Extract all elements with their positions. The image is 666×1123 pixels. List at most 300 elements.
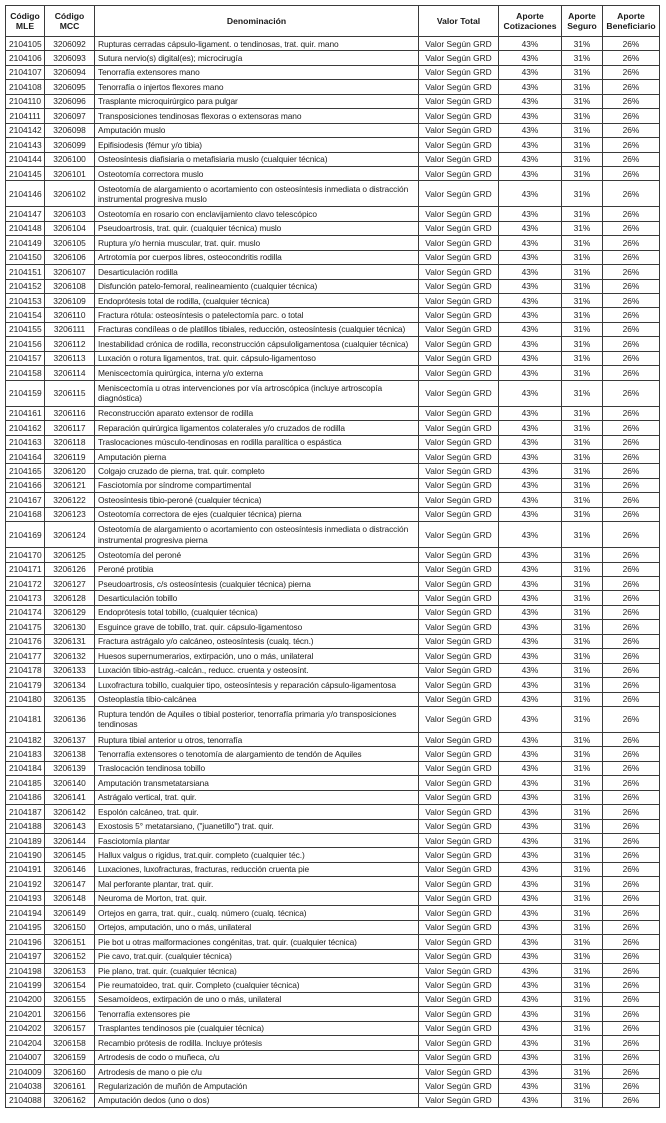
cell-valor-total: Valor Según GRD [419,862,499,876]
cell-valor-total: Valor Según GRD [419,152,499,166]
cell-aporte-seguro: 31% [562,877,603,891]
cell-denominacion: Desarticulación tobillo [95,591,419,605]
cell-valor-total: Valor Según GRD [419,877,499,891]
cell-denominacion: Rupturas cerradas cápsulo-ligament. o tendinosas, trat. quir. mano [95,37,419,51]
cell-valor-total: Valor Según GRD [419,1093,499,1107]
cell-codigo-mle: 2104180 [6,692,45,706]
cell-valor-total: Valor Según GRD [419,250,499,264]
cell-denominacion: Ruptura tibial anterior u otros, tenorrafía [95,732,419,746]
cell-aporte-cotizaciones: 43% [499,1021,562,1035]
cell-codigo-mcc: 3206133 [45,663,95,677]
cell-denominacion: Osteotomía de alargamiento o acortamiento con osteosíntesis inmediata o distracción instrumental progresiva muslo [95,181,419,207]
cell-denominacion: Luxación o rotura ligamentos, trat. quir. cápsulo-ligamentoso [95,351,419,365]
cell-aporte-cotizaciones: 43% [499,891,562,905]
cell-denominacion: Tenorrafía o injertos flexores mano [95,80,419,94]
cell-aporte-seguro: 31% [562,790,603,804]
cell-aporte-seguro: 31% [562,1065,603,1079]
cell-aporte-cotizaciones: 43% [499,80,562,94]
cell-denominacion: Luxofractura tobillo, cualquier tipo, osteosíntesis y reparación cápsulo-ligamentosa [95,678,419,692]
cell-codigo-mcc: 3206113 [45,351,95,365]
cell-denominacion: Trasplante microquirúrgico para pulgar [95,94,419,108]
cell-aporte-cotizaciones: 43% [499,265,562,279]
cell-aporte-seguro: 31% [562,732,603,746]
table-row [6,80,660,94]
cell-aporte-beneficiario: 26% [603,221,660,235]
cell-valor-total: Valor Según GRD [419,706,499,732]
cell-denominacion: Fasciotomía plantar [95,834,419,848]
cell-aporte-cotizaciones: 43% [499,138,562,152]
cell-aporte-seguro: 31% [562,265,603,279]
cell-valor-total: Valor Según GRD [419,605,499,619]
cell-aporte-cotizaciones: 43% [499,406,562,420]
cell-valor-total: Valor Según GRD [419,678,499,692]
cell-denominacion: Traslocación tendinosa tobillo [95,761,419,775]
cell-codigo-mcc: 3206134 [45,678,95,692]
cell-aporte-cotizaciones: 43% [499,464,562,478]
cell-valor-total: Valor Según GRD [419,790,499,804]
cell-codigo-mle: 2104194 [6,906,45,920]
cell-codigo-mcc: 3206161 [45,1079,95,1093]
cell-aporte-seguro: 31% [562,51,603,65]
cell-codigo-mcc: 3206153 [45,963,95,977]
table-row [6,94,660,108]
cell-codigo-mcc: 3206112 [45,337,95,351]
cell-codigo-mle: 2104193 [6,891,45,905]
cell-codigo-mle: 2104110 [6,94,45,108]
cell-codigo-mcc: 3206155 [45,992,95,1006]
cell-aporte-cotizaciones: 43% [499,435,562,449]
cell-aporte-cotizaciones: 43% [499,522,562,548]
cell-valor-total: Valor Según GRD [419,548,499,562]
cell-codigo-mle: 2104107 [6,65,45,79]
table-row [6,963,660,977]
table-row [6,1050,660,1064]
table-row [6,507,660,521]
cell-aporte-seguro: 31% [562,776,603,790]
cell-valor-total: Valor Según GRD [419,166,499,180]
cell-aporte-seguro: 31% [562,1050,603,1064]
cell-denominacion: Pie bot u otras malformaciones congénitas, trat. quir. (cualquier técnica) [95,935,419,949]
cell-aporte-seguro: 31% [562,634,603,648]
table-row [6,265,660,279]
cell-aporte-cotizaciones: 43% [499,706,562,732]
table-row [6,181,660,207]
cell-aporte-seguro: 31% [562,221,603,235]
table-row [6,236,660,250]
cell-codigo-mle: 2104111 [6,109,45,123]
cell-aporte-cotizaciones: 43% [499,634,562,648]
cell-aporte-beneficiario: 26% [603,464,660,478]
cell-denominacion: Astrágalo vertical, trat. quir. [95,790,419,804]
cell-aporte-seguro: 31% [562,920,603,934]
cell-aporte-cotizaciones: 43% [499,294,562,308]
cell-codigo-mle: 2104146 [6,181,45,207]
cell-codigo-mle: 2104148 [6,221,45,235]
cell-denominacion: Regularización de muñón de Amputación [95,1079,419,1093]
cell-valor-total: Valor Según GRD [419,421,499,435]
cell-aporte-seguro: 31% [562,548,603,562]
cell-codigo-mcc: 3206102 [45,181,95,207]
cell-valor-total: Valor Según GRD [419,380,499,406]
cell-aporte-beneficiario: 26% [603,877,660,891]
cell-aporte-seguro: 31% [562,663,603,677]
cell-denominacion: Recambio prótesis de rodilla. Incluye prótesis [95,1036,419,1050]
cell-aporte-cotizaciones: 43% [499,152,562,166]
table-row [6,421,660,435]
cell-aporte-beneficiario: 26% [603,692,660,706]
cell-aporte-seguro: 31% [562,906,603,920]
header-denominacion: Denominación [95,6,419,37]
cell-denominacion: Osteosíntesis tibio-peroné (cualquier técnica) [95,493,419,507]
cell-codigo-mcc: 3206093 [45,51,95,65]
cell-codigo-mcc: 3206158 [45,1036,95,1050]
cell-codigo-mle: 2104199 [6,978,45,992]
cell-codigo-mle: 2104161 [6,406,45,420]
cell-denominacion: Ortejos, amputación, uno o más, unilateral [95,920,419,934]
cell-valor-total: Valor Según GRD [419,906,499,920]
cell-aporte-seguro: 31% [562,181,603,207]
cell-codigo-mcc: 3206137 [45,732,95,746]
cell-codigo-mcc: 3206120 [45,464,95,478]
cell-valor-total: Valor Según GRD [419,891,499,905]
cell-aporte-cotizaciones: 43% [499,1093,562,1107]
cell-denominacion: Osteosíntesis diafisiaria o metafisiaria muslo (cualquier técnica) [95,152,419,166]
cell-denominacion: Osteotomía correctora muslo [95,166,419,180]
cell-aporte-cotizaciones: 43% [499,805,562,819]
cell-aporte-seguro: 31% [562,493,603,507]
table-row [6,692,660,706]
cell-valor-total: Valor Según GRD [419,322,499,336]
cell-aporte-cotizaciones: 43% [499,591,562,605]
cell-codigo-mle: 2104197 [6,949,45,963]
cell-valor-total: Valor Según GRD [419,138,499,152]
cell-codigo-mle: 2104188 [6,819,45,833]
cell-codigo-mle: 2104143 [6,138,45,152]
cell-codigo-mcc: 3206135 [45,692,95,706]
cell-aporte-seguro: 31% [562,406,603,420]
cell-aporte-seguro: 31% [562,891,603,905]
cell-valor-total: Valor Según GRD [419,663,499,677]
cell-aporte-beneficiario: 26% [603,862,660,876]
cell-aporte-cotizaciones: 43% [499,507,562,521]
table-body [6,37,660,1108]
cell-denominacion: Pseudoartrosis, trat. quir. (cualquier técnica) muslo [95,221,419,235]
cell-denominacion: Fracturas condíleas o de platillos tibiales, reducción, osteosíntesis (cualquier técnica) [95,322,419,336]
cell-valor-total: Valor Según GRD [419,978,499,992]
table-row [6,678,660,692]
cell-valor-total: Valor Según GRD [419,123,499,137]
cell-aporte-cotizaciones: 43% [499,949,562,963]
cell-aporte-beneficiario: 26% [603,706,660,732]
cell-valor-total: Valor Según GRD [419,279,499,293]
cell-aporte-cotizaciones: 43% [499,963,562,977]
cell-denominacion: Osteoplastía tibio-calcánea [95,692,419,706]
table-row [6,834,660,848]
table-row [6,761,660,775]
table-row [6,706,660,732]
cell-codigo-mle: 2104184 [6,761,45,775]
cell-aporte-beneficiario: 26% [603,649,660,663]
table-row [6,166,660,180]
cell-aporte-seguro: 31% [562,435,603,449]
cell-valor-total: Valor Según GRD [419,351,499,365]
cell-codigo-mle: 2104195 [6,920,45,934]
table-row [6,51,660,65]
cell-denominacion: Pie reumatoideo, trat. quir. Completo (cualquier técnica) [95,978,419,992]
cell-codigo-mcc: 3206097 [45,109,95,123]
table-row [6,109,660,123]
table-row [6,790,660,804]
cell-valor-total: Valor Según GRD [419,620,499,634]
cell-codigo-mle: 2104179 [6,678,45,692]
cell-denominacion: Huesos supernumerarios, extirpación, uno o más, unilateral [95,649,419,663]
cell-codigo-mcc: 3206128 [45,591,95,605]
cell-aporte-beneficiario: 26% [603,493,660,507]
cell-codigo-mcc: 3206148 [45,891,95,905]
cell-codigo-mcc: 3206110 [45,308,95,322]
cell-denominacion: Ortejos en garra, trat. quir., cualq. número (cualq. técnica) [95,906,419,920]
cell-aporte-seguro: 31% [562,380,603,406]
cell-codigo-mle: 2104169 [6,522,45,548]
cell-valor-total: Valor Según GRD [419,761,499,775]
cell-aporte-cotizaciones: 43% [499,935,562,949]
cell-aporte-cotizaciones: 43% [499,493,562,507]
cell-valor-total: Valor Según GRD [419,464,499,478]
cell-codigo-mle: 2104164 [6,449,45,463]
cell-codigo-mle: 2104201 [6,1007,45,1021]
cell-codigo-mcc: 3206129 [45,605,95,619]
cell-aporte-cotizaciones: 43% [499,920,562,934]
cell-valor-total: Valor Según GRD [419,562,499,576]
cell-aporte-beneficiario: 26% [603,265,660,279]
cell-valor-total: Valor Según GRD [419,819,499,833]
cell-valor-total: Valor Según GRD [419,949,499,963]
cell-aporte-beneficiario: 26% [603,80,660,94]
cell-aporte-beneficiario: 26% [603,620,660,634]
cell-codigo-mcc: 3206138 [45,747,95,761]
cell-aporte-beneficiario: 26% [603,51,660,65]
cell-aporte-beneficiario: 26% [603,109,660,123]
cell-codigo-mcc: 3206162 [45,1093,95,1107]
cell-codigo-mle: 2104088 [6,1093,45,1107]
cell-aporte-beneficiario: 26% [603,380,660,406]
cell-valor-total: Valor Según GRD [419,1021,499,1035]
cell-aporte-beneficiario: 26% [603,562,660,576]
table-row [6,493,660,507]
cell-aporte-beneficiario: 26% [603,935,660,949]
cell-aporte-cotizaciones: 43% [499,663,562,677]
cell-codigo-mcc: 3206109 [45,294,95,308]
cell-aporte-beneficiario: 26% [603,732,660,746]
cell-denominacion: Artrotomía por cuerpos libres, osteocondritis rodilla [95,250,419,264]
cell-aporte-cotizaciones: 43% [499,732,562,746]
cell-valor-total: Valor Según GRD [419,51,499,65]
table-row [6,577,660,591]
cell-aporte-beneficiario: 26% [603,308,660,322]
cell-aporte-cotizaciones: 43% [499,819,562,833]
cell-aporte-seguro: 31% [562,123,603,137]
cell-denominacion: Endoprótesis total de rodilla, (cualquier técnica) [95,294,419,308]
table-row [6,605,660,619]
cell-codigo-mcc: 3206116 [45,406,95,420]
cell-codigo-mle: 2104189 [6,834,45,848]
cell-aporte-cotizaciones: 43% [499,761,562,775]
cell-denominacion: Reparación quirúrgica ligamentos colaterales y/o cruzados de rodilla [95,421,419,435]
cell-codigo-mle: 2104185 [6,776,45,790]
cell-codigo-mle: 2104163 [6,435,45,449]
cell-aporte-seguro: 31% [562,109,603,123]
cell-codigo-mle: 2104196 [6,935,45,949]
cell-aporte-cotizaciones: 43% [499,678,562,692]
table-row [6,279,660,293]
cell-valor-total: Valor Según GRD [419,507,499,521]
cell-aporte-cotizaciones: 43% [499,37,562,51]
cell-codigo-mcc: 3206107 [45,265,95,279]
table-row [6,294,660,308]
cell-denominacion: Neuroma de Morton, trat. quir. [95,891,419,905]
cell-aporte-seguro: 31% [562,834,603,848]
table-row [6,435,660,449]
cell-aporte-beneficiario: 26% [603,406,660,420]
cell-valor-total: Valor Según GRD [419,435,499,449]
table-row [6,920,660,934]
cell-codigo-mle: 2104191 [6,862,45,876]
cell-denominacion: Pie plano, trat. quir. (cualquier técnica) [95,963,419,977]
table-row [6,1065,660,1079]
cell-aporte-cotizaciones: 43% [499,848,562,862]
cell-aporte-cotizaciones: 43% [499,1007,562,1021]
table-row [6,1079,660,1093]
cell-codigo-mcc: 3206125 [45,548,95,562]
table-row [6,406,660,420]
cell-codigo-mcc: 3206144 [45,834,95,848]
cell-aporte-cotizaciones: 43% [499,366,562,380]
cell-aporte-beneficiario: 26% [603,761,660,775]
cell-codigo-mle: 2104106 [6,51,45,65]
table-row [6,207,660,221]
cell-codigo-mcc: 3206092 [45,37,95,51]
cell-codigo-mle: 2104154 [6,308,45,322]
cell-aporte-seguro: 31% [562,1007,603,1021]
cell-codigo-mcc: 3206096 [45,94,95,108]
cell-codigo-mle: 2104182 [6,732,45,746]
cell-codigo-mle: 2104009 [6,1065,45,1079]
table-row [6,591,660,605]
table-row [6,906,660,920]
cell-aporte-beneficiario: 26% [603,294,660,308]
cell-codigo-mle: 2104181 [6,706,45,732]
cell-valor-total: Valor Según GRD [419,732,499,746]
cell-aporte-seguro: 31% [562,337,603,351]
cell-valor-total: Valor Según GRD [419,294,499,308]
cell-aporte-seguro: 31% [562,819,603,833]
cell-aporte-seguro: 31% [562,620,603,634]
cell-codigo-mle: 2104173 [6,591,45,605]
cell-codigo-mcc: 3206160 [45,1065,95,1079]
cell-valor-total: Valor Según GRD [419,1007,499,1021]
cell-aporte-seguro: 31% [562,366,603,380]
cell-codigo-mcc: 3206123 [45,507,95,521]
cell-codigo-mle: 2104202 [6,1021,45,1035]
header-aporte-cotizaciones: Aporte Cotizaciones [499,6,562,37]
cell-denominacion: Mal perforante plantar, trat. quir. [95,877,419,891]
cell-aporte-cotizaciones: 43% [499,906,562,920]
cell-aporte-cotizaciones: 43% [499,322,562,336]
cell-codigo-mcc: 3206106 [45,250,95,264]
cell-aporte-seguro: 31% [562,1093,603,1107]
cell-valor-total: Valor Según GRD [419,366,499,380]
cell-codigo-mle: 2104156 [6,337,45,351]
cell-codigo-mle: 2104186 [6,790,45,804]
table-row [6,1093,660,1107]
cell-denominacion: Osteotomía en rosario con enclavijamiento clavo telescópico [95,207,419,221]
cell-codigo-mcc: 3206119 [45,449,95,463]
cell-denominacion: Tenorrafía extensores o tenotomía de alargamiento de tendón de Aquiles [95,747,419,761]
cell-aporte-cotizaciones: 43% [499,978,562,992]
cell-aporte-seguro: 31% [562,522,603,548]
cell-aporte-seguro: 31% [562,138,603,152]
cell-denominacion: Osteotomía de alargamiento o acortamiento con osteosíntesis inmediata o distracción instrumental progresiva pierna [95,522,419,548]
cell-valor-total: Valor Según GRD [419,65,499,79]
cell-valor-total: Valor Según GRD [419,776,499,790]
table-row [6,1007,660,1021]
cell-codigo-mle: 2104178 [6,663,45,677]
cell-aporte-seguro: 31% [562,963,603,977]
cell-aporte-seguro: 31% [562,678,603,692]
cell-aporte-seguro: 31% [562,949,603,963]
cell-aporte-beneficiario: 26% [603,634,660,648]
cell-aporte-seguro: 31% [562,992,603,1006]
cell-aporte-beneficiario: 26% [603,522,660,548]
cell-denominacion: Luxaciones, luxofracturas, fracturas, reducción cruenta pie [95,862,419,876]
cell-denominacion: Fractura rótula: osteosíntesis o patelectomía parc. o total [95,308,419,322]
cell-aporte-cotizaciones: 43% [499,109,562,123]
cell-valor-total: Valor Según GRD [419,37,499,51]
cell-aporte-seguro: 31% [562,848,603,862]
cell-aporte-beneficiario: 26% [603,1036,660,1050]
cell-codigo-mle: 2104162 [6,421,45,435]
cell-aporte-seguro: 31% [562,1079,603,1093]
cell-denominacion: Amputación dedos (uno o dos) [95,1093,419,1107]
cell-codigo-mcc: 3206139 [45,761,95,775]
table-row [6,351,660,365]
cell-aporte-seguro: 31% [562,166,603,180]
cell-valor-total: Valor Según GRD [419,80,499,94]
cell-aporte-beneficiario: 26% [603,949,660,963]
cell-codigo-mcc: 3206099 [45,138,95,152]
cell-aporte-seguro: 31% [562,464,603,478]
cell-codigo-mle: 2104170 [6,548,45,562]
cell-denominacion: Hallux valgus o rigidus, trat.quir. completo (cualquier téc.) [95,848,419,862]
cell-aporte-beneficiario: 26% [603,978,660,992]
cell-denominacion: Tenorrafía extensores pie [95,1007,419,1021]
cell-denominacion: Peroné protibia [95,562,419,576]
cell-aporte-cotizaciones: 43% [499,747,562,761]
cell-codigo-mcc: 3206141 [45,790,95,804]
cell-aporte-cotizaciones: 43% [499,166,562,180]
cell-codigo-mcc: 3206151 [45,935,95,949]
cell-codigo-mle: 2104165 [6,464,45,478]
cell-denominacion: Ruptura tendón de Aquiles o tibial posterior, tenorrafía primaria y/o transposiciones tendinosas [95,706,419,732]
cell-aporte-beneficiario: 26% [603,322,660,336]
cell-denominacion: Inestabilidad crónica de rodilla, reconstrucción cápsuloligamentosa (cualquier técnica) [95,337,419,351]
cell-aporte-seguro: 31% [562,152,603,166]
table-row [6,732,660,746]
table-row [6,138,660,152]
cell-valor-total: Valor Según GRD [419,848,499,862]
table-row [6,478,660,492]
table-row [6,1021,660,1035]
